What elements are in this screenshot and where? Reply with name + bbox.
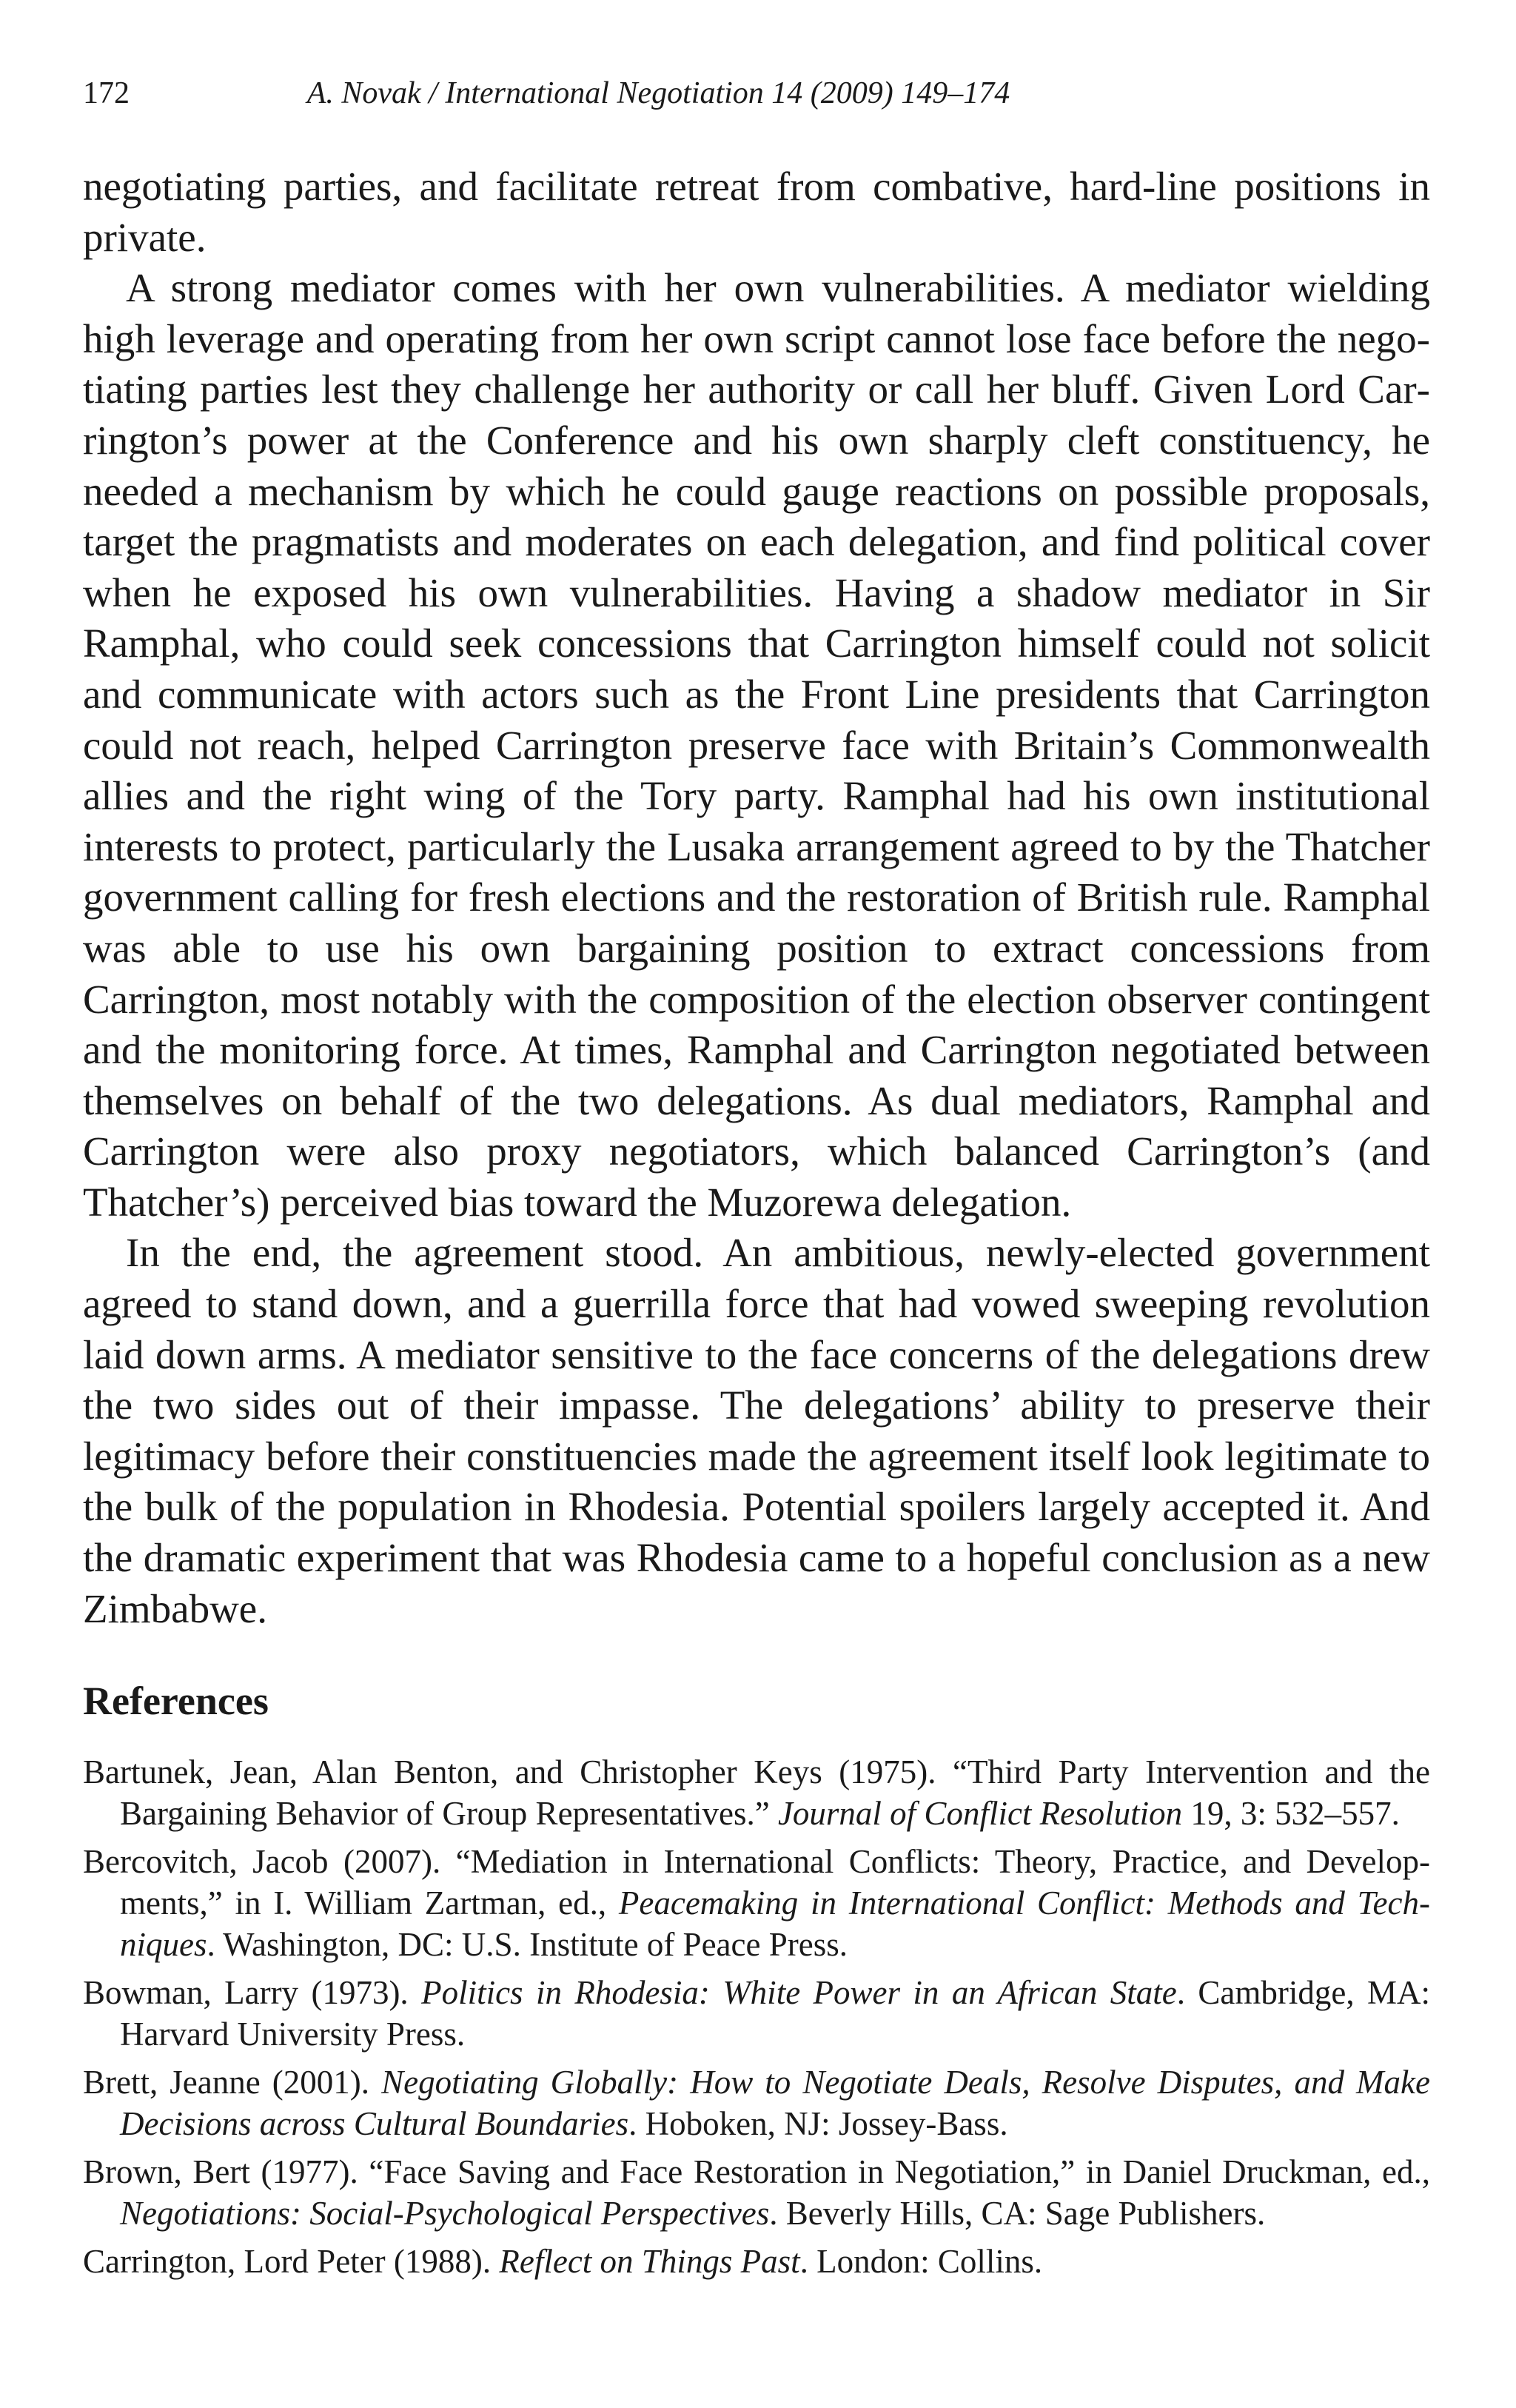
paragraph-continued: negotiating parties, and facilitate retreat from combative, hard-line positions in private. xyxy=(83,164,1430,260)
references-heading: References xyxy=(83,1679,269,1723)
reference-title: Negotiations: Social-Psychological Perspectives xyxy=(120,2195,770,2232)
body-text xyxy=(83,161,1430,1634)
reference-item xyxy=(83,2151,1430,2234)
reference-text: . London: Collins. xyxy=(799,2243,1043,2280)
reference-title: Negotiating Globally: How to Negotiate Deals, Resolve Disputes, and Make Decisions across Cultural Boundaries xyxy=(120,2064,1430,2142)
reference-item xyxy=(83,1841,1430,1965)
reference-item xyxy=(83,1972,1430,2055)
reference-text: Bercovitch, Jacob (2007). “Mediation in International Conflicts: Theory, Practice, and Developments,” in I. William Zartman, ed., xyxy=(83,1843,1430,1922)
paragraph-conclusion: In the end, the agreement stood. An ambitious, newly-elected government agreed to stand down, and a guerrilla force that had vowed sweeping revolution laid down arms. A mediator sensitive to the face concerns of the delegations drew the two sides out of their impasse. The delegations’ ability to preserve their legitimacy before their constituencies made the agreement itself look legitimate to the bulk of the population in Rhodesia. Potential spoilers largely accepted it. And the dramatic experiment that was Rhodesia came to a hopeful conclusion as a new Zimbabwe. xyxy=(83,1230,1430,1631)
reference-text: Brett, Jeanne (2001). xyxy=(83,2064,382,2101)
reference-text: . Beverly Hills, CA: Sage Publishers. xyxy=(769,2195,1266,2232)
reference-item xyxy=(83,1751,1430,1834)
running-head xyxy=(83,71,1430,116)
reference-item xyxy=(83,2061,1430,2144)
reference-title: Politics in Rhodesia: White Power in an African State xyxy=(421,1974,1177,2011)
reference-text: . Hoboken, NJ: Jossey-Bass. xyxy=(628,2105,1008,2142)
reference-list xyxy=(83,1751,1430,2289)
reference-title: Peacemaking in International Conflict: Methods and Techniques xyxy=(120,1884,1430,1963)
page-number: 172 xyxy=(83,76,130,110)
reference-text: . Washington, DC: U.S. Institute of Peace Press. xyxy=(207,1926,848,1963)
reference-title: Reflect on Things Past xyxy=(499,2243,800,2280)
reference-text: Bartunek, Jean, Alan Benton, and Christopher Keys (1975). “Third Party Intervention and the Bargaining Behavior of Group Representatives.” xyxy=(83,1753,1430,1832)
reference-text: Brown, Bert (1977). “Face Saving and Face Restoration in Negotiation,” in Daniel Druckman, ed., xyxy=(83,2153,1430,2190)
reference-text: 19, 3: 532–557. xyxy=(1182,1795,1400,1832)
reference-text: Carrington, Lord Peter (1988). xyxy=(83,2243,500,2280)
paragraph-strong-mediator: A strong mediator comes with her own vulnerabilities. A mediator wielding high leverage and operating from her own script cannot lose face before the negotiating parties lest they challenge her authority or call her bluff. Given Lord Carrington’s power at the Conference and his own sharply cleft constituency, he needed a mechanism by which he could gauge reactions on possible proposals, target the pragmatists and moderates on each delegation, and find political cover when he exposed his own vulnerabilities. Having a shadow mediator in Sir Ramphal, who could seek concessions that Carrington himself could not solicit and communicate with actors such as the Front Line presidents that Carrington could not reach, helped Carrington preserve face with Britain’s Commonwealth allies and the right wing of the Tory party. Ramphal had his own institutional interests to protect, particularly the Lusaka arrangement agreed to by the Thatcher government calling for fresh elections and the restoration of British rule. Ramphal was able to use his own bargaining position to extract concessions from Carrington, most notably with the composition of the election observer contingent and the monitoring force. At times, Ramphal and Carrington negotiated between themselves on behalf of the two delegations. As dual mediators, Ramphal and Carrington were also proxy negotiators, which balanced Carrington’s (and Thatcher’s) perceived bias toward the Muzorewa delegation. xyxy=(83,265,1430,1225)
reference-text: Bowman, Larry (1973). xyxy=(83,1974,422,2011)
reference-title: Journal of Conflict Resolution xyxy=(777,1795,1183,1832)
journal-citation: A. Novak / International Negotiation 14 (2009) 149–174 xyxy=(306,76,1010,110)
reference-item xyxy=(83,2241,1430,2282)
reference-text: . Cambridge, MA: Harvard University Press. xyxy=(120,1974,1431,2053)
